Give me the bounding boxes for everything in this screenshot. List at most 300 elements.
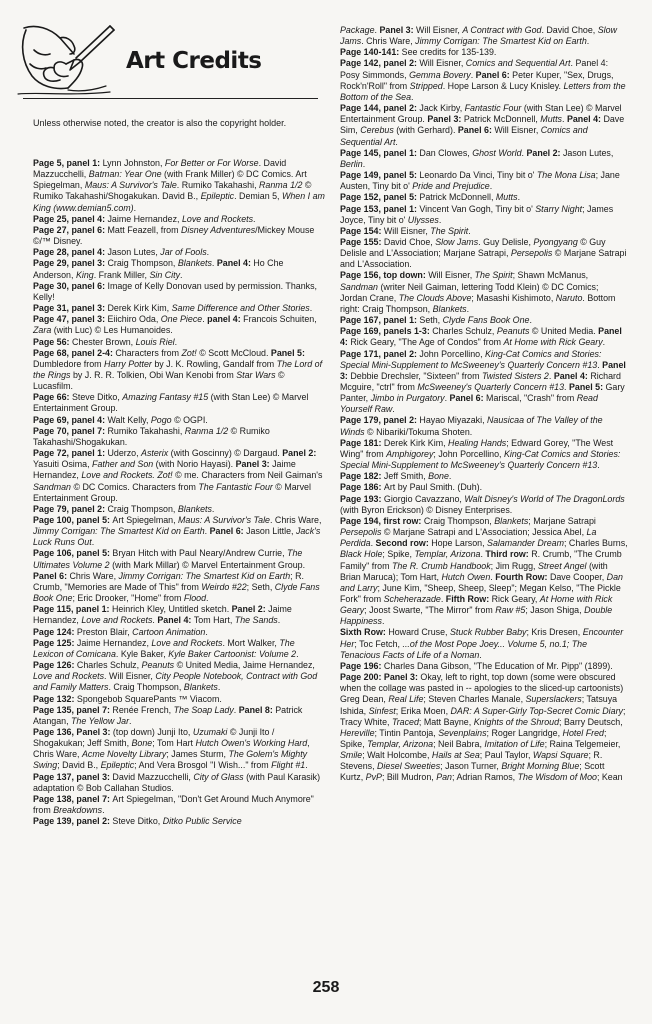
credit-text: Seth, (419, 315, 443, 326)
credit-text: . Panel 4: Posy Simmonds, (340, 58, 609, 80)
credit-text: Hayao Miyazaki, (419, 415, 487, 426)
credit-entry (340, 471, 628, 482)
credit-page-label: Page 156, top down: (340, 270, 429, 281)
credit-text: ; Jason Shiga, (525, 605, 585, 616)
credit-text: Craig Thompson, (107, 503, 178, 514)
credit-page-label: Panel 6: (457, 125, 495, 136)
credit-text: Richard Mcguire, "ctrl" from (340, 370, 621, 392)
credit-work-title: The Lexicon of Comicana (33, 637, 295, 659)
credit-work-title: Slow Jams (435, 236, 479, 247)
credit-page-label: Panel 2: (231, 604, 269, 615)
credit-text: . (411, 91, 414, 102)
credit-text: . (597, 359, 603, 370)
credit-page-label: Panel 2: (526, 147, 563, 158)
credit-page-label: Page 100, panel 5: (33, 515, 113, 525)
credit-work-title: Zara (33, 325, 52, 336)
credit-entry (340, 270, 628, 315)
credit-text: © Rumiko Takahashi/Shogakukan. (33, 425, 270, 447)
credit-text: Will Eisner, (383, 225, 431, 236)
credit-text: . (133, 202, 137, 213)
credit-page-label: Page 145, panel 1: (340, 147, 420, 158)
credit-work-title: Sandman (33, 481, 71, 492)
credit-text: ; R. Stevens, (340, 750, 603, 772)
credit-text: ; Masashi Kishimoto, (471, 292, 556, 303)
credit-text: (with Gerhard). (393, 125, 458, 136)
credit-work-title: Naruto (555, 292, 583, 303)
credit-page-label: Page 153, panel 1: (340, 203, 420, 214)
credit-text: © Marjane Satrapi and L'Association; Jessica Abel, (381, 527, 587, 538)
credit-work-title: Epileptic (200, 191, 235, 202)
credit-text: . Kyle Baker, (115, 648, 169, 659)
credit-text: . Demian 5, (234, 191, 282, 202)
credit-text: (with Brian Maruca); Tom Hart, (340, 560, 608, 582)
credit-text: ; Joost Swarte, "The Mirror" from (364, 605, 496, 616)
credit-page-label: Page 144, panel 2: (340, 103, 420, 114)
credit-work-title: The R. Crumb Handbook (391, 560, 491, 571)
credit-text: David Mazzucchelli, (112, 771, 194, 782)
credit-text: Eiichiro Oda, (107, 314, 161, 325)
credit-work-title: DAR: A Super-Girly Top-Secret Comic Diary (450, 705, 623, 716)
credit-text: Bryan Hitch with Paul Neary/Andrew Currie, (112, 548, 288, 559)
credit-page-label: Page 196: (340, 660, 384, 671)
credit-text: Dave Cooper, (549, 571, 607, 582)
credit-text: Rick Geary, (491, 593, 540, 604)
credit-text: Vincent Van Gogh, Tiny bit o' (419, 203, 536, 214)
credit-work-title: Berlin (340, 158, 363, 169)
credit-work-title: Knights of the Shroud (473, 716, 560, 727)
credit-work-title: Uzumaki (192, 726, 228, 737)
credit-work-title: Blankets (432, 303, 467, 314)
credit-page-label: panel 4: (207, 314, 244, 325)
credit-entry (33, 415, 325, 426)
credit-page-label: Panel 4: (566, 114, 604, 125)
credit-page-label: Panel 2: (282, 448, 317, 459)
credit-entry (340, 226, 628, 237)
credit-entry (33, 627, 325, 638)
credit-text: . (180, 269, 183, 280)
credit-entry (33, 258, 325, 280)
credit-text: ; Kris Dresen, (526, 627, 583, 638)
credit-text: . (211, 258, 217, 269)
credit-text: (with Luc) © Les Humanoides. (51, 325, 173, 336)
credit-work-title: Flood (183, 593, 207, 604)
credit-page-label: Page 171, panel 2: (340, 348, 420, 359)
credit-entry (33, 337, 325, 348)
credit-text: ; Tracy White, (340, 705, 626, 727)
credit-text: Spongebob SquarePants ™ Viacom. (76, 693, 222, 704)
credit-text: Mariscal, "Crash" from (486, 393, 577, 404)
credit-text: Craig Thompson, (423, 515, 495, 526)
credit-entry (33, 504, 325, 515)
credit-page-label: Page 70, panel 7: (33, 425, 108, 436)
credit-page-label: Panel 3: (340, 359, 626, 381)
credit-page-label: Page 29, panel 3: (33, 258, 108, 269)
credit-page-label: Panel 3: (235, 459, 273, 470)
credit-entry (33, 281, 325, 303)
credit-text: ; Kean (596, 772, 623, 783)
credit-text: ; John Porcellino, (433, 448, 504, 459)
credit-text: ; Toc Fetch, (354, 638, 403, 649)
credit-work-title: Traced (391, 716, 419, 727)
credit-page-label: Page 30, panel 6: (33, 280, 108, 291)
credit-text: © United Media, Jaime Hernandez, (174, 660, 315, 671)
credit-page-label: Page 136, Panel 3: (33, 726, 113, 737)
credit-page-label: Page 142, panel 2: (340, 58, 420, 69)
credit-work-title: Jimmy Corrigan: The Smartest Kid on Earth (118, 570, 291, 581)
credit-work-title: Slow Jams (340, 25, 617, 47)
credit-text: See credits for 135-139. (401, 47, 497, 58)
credit-text: Will Eisner, (416, 25, 463, 35)
credit-work-title: Clyde Fans Book One (33, 581, 320, 604)
credit-work-title: Flight #1 (271, 760, 306, 771)
credit-work-title: Templar, Arizona (414, 549, 481, 560)
credit-entry (33, 638, 325, 660)
credit-work-title: Hutch Owen's Working Hard (195, 738, 308, 749)
credit-page-label: Page 155: (340, 236, 384, 247)
credit-text: . (370, 538, 376, 549)
credit-text: . Mort Walker, (222, 637, 280, 648)
credit-text: . (438, 214, 442, 225)
credit-work-title: Smile (340, 750, 363, 761)
credit-text: Chester Brown, (71, 336, 136, 347)
credit-text: ; Seth, (246, 581, 275, 592)
credit-text: . (174, 336, 178, 347)
credit-entry (33, 303, 325, 314)
credit-text: Dumbledore from (33, 358, 105, 369)
credit-entry (340, 672, 628, 784)
credit-text: Will Eisner, (494, 125, 541, 136)
credit-work-title: Clyde Fans Book One (442, 315, 530, 326)
credit-entry (33, 794, 325, 816)
credit-work-title: Batman: Year One (88, 169, 162, 180)
credit-work-title: Love and Rockets (33, 671, 105, 682)
credit-text: . (448, 471, 452, 482)
credit-entry (33, 426, 325, 448)
credit-text: Will Eisner, (419, 58, 466, 69)
credit-text: ; R. Crumb, "Memories are Made of This" from (33, 570, 304, 592)
credit-entry (33, 515, 325, 548)
credit-work-title: Comics and Sequential Art (465, 58, 571, 69)
credit-text: © United Media. (529, 326, 599, 337)
credit-text: . (440, 593, 446, 604)
credit-text: Jaime Hernandez, (33, 459, 296, 481)
credit-text: ; Tom Hart (152, 738, 196, 749)
credit-page-label: Panel 6: (449, 393, 487, 404)
credit-work-title: Mutts (495, 192, 518, 203)
credit-text: Francois Schuiten, (243, 314, 317, 325)
credit-text: Patrick Atangan, (33, 704, 303, 726)
credit-work-title: PvP (365, 772, 382, 783)
credit-text: Preston Blair, (76, 626, 133, 637)
credit-text: . (521, 147, 527, 158)
credit-work-title: Stripped (409, 80, 443, 91)
credit-text: © Nibariki/Tokuma Shoten. (364, 426, 473, 437)
credit-text: . (381, 616, 385, 627)
credit-text: . (204, 526, 210, 537)
credit-text: ; Roger Langridge, (486, 727, 563, 738)
credit-text: Rumiko Takahashi, (107, 425, 185, 436)
credit-text: /Mickey Mouse ©/™ Disney. (33, 224, 315, 247)
credit-text: Jaime Hernandez, (107, 213, 182, 224)
credit-text: . Rumiko Takahashi, (176, 180, 259, 191)
credit-text: . (562, 114, 567, 125)
credit-text: Renée French, (112, 704, 174, 715)
credit-text: . (444, 393, 450, 404)
credit-text: . (152, 615, 158, 626)
credit-text: (with Paul Karasik) adaptation © Bob Callahan Studios. (33, 771, 321, 793)
credit-text: Dan Clowes, (419, 147, 473, 158)
credit-text: Peter Kuper, "Sex, Drugs, Rock'n'Roll" from (340, 69, 614, 91)
credit-page-label: Page 154: (340, 225, 384, 236)
credit-work-title: Stuck Rubber Baby (449, 627, 527, 638)
credit-text: . (470, 69, 476, 80)
credit-work-title: Pyongyang (533, 236, 578, 247)
credit-text: Will Eisner, (428, 270, 475, 281)
credit-text: ; David B., (57, 760, 101, 771)
credit-page-label: Page 139, panel 2: (33, 816, 113, 827)
credit-text: Jason Lutes, (562, 147, 614, 158)
credit-work-title: Jimbo in Purgatory (370, 393, 445, 404)
credit-text: ; Jim Rugg, (490, 560, 538, 571)
credit-work-title: Dan and Larry (340, 571, 623, 593)
credit-text: John Porcellino, (419, 348, 486, 359)
page-number: 258 (312, 979, 340, 996)
credit-text: ; June Kim, "Sheep, Sheep, Sleep"; Megan Kelso, "The Pickle Fork" from (340, 582, 621, 604)
credit-work-title: Bone (131, 738, 153, 749)
credit-text: Jack Kirby, (419, 103, 465, 114)
credit-text: ; Neil Babra, (433, 739, 485, 749)
credit-work-title: Pan (436, 772, 452, 783)
credit-work-title: Sandman (340, 281, 378, 292)
credit-text: Dave Sim, (340, 114, 625, 136)
credit-entry (340, 326, 628, 348)
credit-page-label: Panel 6: (33, 570, 70, 581)
credit-work-title: King-Cat Comics and Stories: Special Mini-Supplement to McSweeney's Quarterly Concern #13 (340, 448, 621, 471)
credit-page-label: Panel 4: (340, 326, 622, 348)
credit-work-title: The Yellow Jar (71, 715, 130, 726)
credit-entry (33, 225, 325, 247)
credit-text: . (211, 503, 215, 514)
credit-work-title: Harry Potter (104, 358, 152, 369)
credit-text: © Rumiko Takahashi/Shogakukan. David B., (33, 180, 312, 202)
credit-text: by J. K. Rowling, Gandalf from (151, 358, 277, 369)
credit-page-label: Page 31, panel 3: (33, 303, 108, 314)
credit-work-title: Peanuts (141, 660, 175, 671)
credit-work-title: Blankets (183, 682, 218, 693)
credit-page-label: Page 193: (340, 493, 384, 504)
credit-text: ; Jason Turner, (440, 761, 502, 772)
credit-text: . (489, 181, 493, 192)
credit-work-title: Peanuts (496, 326, 530, 337)
credit-page-label: Panel 8: (238, 704, 276, 715)
credit-text: Lynn Johnston, (102, 158, 165, 168)
credit-work-title: Kyle Baker Cartoonist: Volume 2 (168, 648, 297, 659)
credit-work-title: Sin City (149, 269, 181, 280)
credit-work-title: Acme Novelty Library (81, 749, 167, 760)
credit-work-title: Persepolis (510, 248, 553, 259)
credit-text: Jeff Smith, (383, 471, 429, 482)
credit-work-title: The Wisdom of Moo (517, 772, 597, 783)
credit-text: ; Adrian Ramos, (452, 772, 518, 783)
credit-entry (33, 314, 325, 336)
credit-entry (33, 660, 325, 693)
credit-text: . (597, 460, 600, 471)
credit-work-title: At Home with Rick Geary (340, 593, 613, 616)
credit-text: . David Choe, (541, 25, 598, 35)
credit-text: ; Scott Kurtz, (340, 761, 605, 783)
credit-work-title: Ditko Public Service (162, 816, 242, 827)
section-header (10, 20, 320, 100)
credit-text: ; Tatsuya Ishida, (340, 694, 618, 716)
title-divider (23, 98, 318, 99)
credit-text: . (305, 760, 308, 771)
credit-work-title: Father and Son (92, 459, 154, 470)
page-title: Art Credits (126, 48, 262, 74)
credit-work-title: City of Glass (193, 771, 244, 782)
credit-page-label: Page 25, panel 4: (33, 213, 108, 224)
credit-text: © me. Characters from Neil Gaiman's (172, 470, 323, 481)
credit-page-label: Page 106, panel 5: (33, 548, 113, 559)
credit-text: (with Frank Miller) © DC Comics. Art Spiegelman, (33, 169, 307, 191)
credit-entry (33, 772, 325, 794)
credit-page-label: Page 72, panel 1: (33, 448, 108, 459)
credit-text: Rick Geary, "The Age of Condos" from (350, 337, 504, 348)
credit-page-label: Panel 3: (427, 114, 464, 125)
credit-text: © Junji Ito / Shogakukan; Jeff Smith, (33, 726, 275, 749)
credit-work-title: King-Cat Comics and Stories: Special Mini-Supplement to McSweeney's Quarterly Concern #13 (340, 348, 602, 370)
credit-text: © Lucasfilm. (33, 369, 285, 392)
credit-work-title: Walt Disney's World of The DragonLords (464, 493, 625, 504)
credit-text: Ho Che Anderson, (33, 258, 284, 280)
credit-work-title: Blankets (177, 258, 212, 269)
credit-work-title: Healing Hands (448, 437, 507, 448)
credit-text: . Frank Miller, (93, 269, 150, 280)
credit-work-title: Pride and Prejudice (412, 181, 490, 192)
credit-work-title: Blankets (177, 503, 212, 514)
credit-text: . (529, 315, 532, 326)
credit-work-title: Love and Rockets. Zot! (81, 470, 173, 481)
credit-entry (340, 204, 628, 226)
credit-text: Yasuiti Osima, (33, 459, 93, 470)
credit-text: ; Steven Charles Manale, (423, 694, 526, 705)
credit-text: R. Crumb, "The Crumb Family" from (340, 549, 622, 571)
credit-text: . (468, 225, 471, 236)
credit-page-label: Page 5, panel 1: (33, 158, 103, 168)
credit-page-label: Fourth Row: (495, 571, 550, 582)
credit-page-label: Page 126: (33, 660, 77, 671)
credit-text: ; Erika Moen, (395, 705, 451, 716)
credit-work-title: A Contract with God (462, 25, 542, 35)
credit-text: Chris Ware, (69, 570, 119, 581)
credit-work-title: Same Difference and Other Stories (171, 303, 310, 314)
credit-page-label: Page 68, panel 2-4: (33, 347, 116, 358)
credit-entry (340, 482, 628, 493)
credit-page-label: Page 149, panel 5: (340, 170, 420, 181)
credit-page-label: Page 186: (340, 482, 384, 493)
credit-work-title: Read Yourself Raw (340, 393, 598, 415)
credit-work-title: Ranma 1/2 (259, 180, 303, 191)
credit-entry (340, 148, 628, 170)
credit-page-label: Page 132: (33, 693, 77, 704)
credit-work-title: Gemma Bovery (409, 69, 471, 80)
credit-entry (33, 604, 325, 626)
credit-text: . (602, 337, 606, 348)
credits-column-right (340, 25, 628, 784)
credit-work-title: Mutts (540, 114, 562, 125)
credit-work-title: Real Life (388, 694, 424, 705)
credit-work-title: King (75, 269, 94, 280)
credit-work-title: Letters from the Bottom of the Sea (340, 80, 626, 102)
credit-text: . (548, 370, 554, 381)
credit-text: . Hope Larson & Lucy Knisley. (442, 80, 564, 91)
credit-text: . (277, 615, 281, 626)
credit-entry (340, 25, 628, 47)
credit-text: by J. R. R. Tolkien, Obi Wan Kenobi from (70, 369, 237, 380)
credit-work-title: Epileptic (100, 760, 135, 771)
credit-text: . (233, 704, 239, 715)
credit-work-title: Bone (428, 471, 449, 482)
credit-page-label: Page 28, panel 4: (33, 247, 108, 258)
credit-page-label: Page 27, panel 6: (33, 224, 108, 235)
credit-page-label: Page 47, panel 3: (33, 314, 108, 325)
credit-work-title: City People Notebook, Contract with God and Family Matters (33, 671, 318, 693)
credit-entry (340, 170, 628, 192)
credit-work-title: McSweeney's Quarterly Concern #13 (417, 382, 565, 392)
credit-page-label: Page 181: (340, 437, 384, 448)
credit-work-title: Comics and Sequential Art (340, 125, 588, 147)
credit-entry (340, 315, 628, 326)
credit-text: Leonardo Da Vinci, Tiny bit o' (419, 170, 537, 181)
credit-text: Patrick McDonnell, (463, 114, 541, 125)
credit-work-title: Diesel Sweeties (377, 761, 441, 772)
credit-work-title: The Clouds Above (398, 292, 472, 303)
credit-work-title: Bright Morning Blue (501, 761, 580, 772)
credit-text: (with Goscinny) © Dargaud. (168, 448, 283, 459)
credit-text: Jaime Hernandez, (76, 637, 152, 648)
credit-work-title: Pogo (150, 414, 172, 425)
credit-text: . (309, 303, 313, 314)
credit-work-title: Hotel Fred (562, 727, 604, 738)
credit-work-title: Superslackers (525, 694, 582, 705)
credit-work-title: Jack's Luck Runs Out (33, 526, 321, 548)
credit-page-label: Page 137, panel 3: (33, 771, 113, 782)
credit-work-title: Hails at Sea (431, 750, 480, 761)
credit-work-title: For Better or For Worse (164, 158, 259, 168)
credit-text: (with Mark Millar) © Marvel Entertainment Group. (109, 559, 306, 570)
credit-entry (340, 661, 628, 672)
credit-work-title: At Home with Rick Geary (503, 337, 603, 348)
credits-column-left (33, 158, 325, 827)
credit-text: ; And Vera Brosgol "I Wish..." from (134, 760, 272, 771)
credit-work-title: Maus: A Survivor's Tale (178, 515, 270, 525)
credit-text: . Bottom right: Craig Thompson, (340, 292, 616, 314)
credit-work-title: Cerebus (360, 125, 394, 136)
credit-text: ; Barry Deutsch, (559, 716, 623, 727)
credit-work-title: The Spirit (430, 225, 469, 236)
credit-entry (340, 237, 628, 270)
credit-text: ; Spike, (340, 727, 607, 749)
credit-text: Matt Feazell, from (107, 224, 181, 235)
credit-entry (33, 214, 325, 225)
credit-entry (340, 415, 628, 437)
credit-work-title: Fantastic Four (464, 103, 522, 114)
credit-text: Okay, left to right, top down (some were obscured when the collage was pasted in -- apologies to the sliced-up cartoonists) Greg Dean, (340, 672, 624, 705)
credit-text: . (206, 247, 210, 258)
credit-page-label: Page 56: (33, 336, 72, 347)
credit-text: Steve Ditko, (112, 816, 163, 827)
credit-work-title: Package (340, 25, 375, 35)
hand-holding-pen-icon (10, 20, 120, 100)
